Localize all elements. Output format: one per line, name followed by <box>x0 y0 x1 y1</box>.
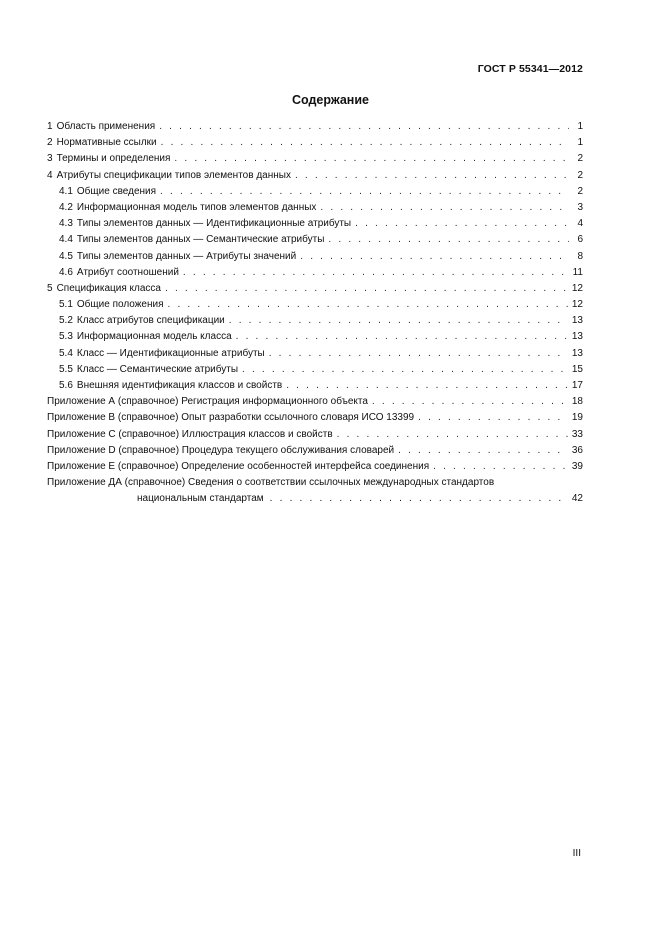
toc-entry-number: 4 <box>47 169 53 181</box>
toc-entry-page: 11 <box>572 266 583 278</box>
toc-leader-dots <box>160 184 569 200</box>
table-of-contents <box>47 119 583 508</box>
toc-entry-title: Общие сведения <box>76 185 157 197</box>
toc-leader-dots <box>418 410 568 426</box>
toc-leader-dots <box>337 427 568 443</box>
toc-entry-title: Приложение А (справочное) Регистрация информационного объекта <box>47 396 368 408</box>
toc-entry-title: Класс атрибутов спецификации <box>76 315 225 327</box>
toc-entry[interactable] <box>47 232 583 248</box>
toc-entry-title: Общие положения <box>76 299 164 311</box>
toc-entry[interactable] <box>47 346 583 362</box>
toc-leader-dots <box>398 443 568 459</box>
toc-entry-number: 4.4 <box>59 234 73 246</box>
toc-entry-number: 4.2 <box>59 201 73 213</box>
toc-entry[interactable] <box>47 443 583 459</box>
toc-entry-title: Приложение ДА (справочное) Сведения о соответствии ссылочных международных стандартов <box>47 477 495 489</box>
toc-entry[interactable] <box>47 427 583 443</box>
toc-entry-page: 12 <box>571 282 583 294</box>
toc-entry-title: Область применения <box>56 121 156 132</box>
toc-entry-page: 42 <box>571 493 583 505</box>
toc-entry-title: Внешняя идентификация классов и свойств <box>76 380 283 391</box>
toc-entry[interactable] <box>47 410 583 426</box>
toc-leader-dots <box>295 168 569 184</box>
toc-entry-number: 2 <box>47 137 53 149</box>
toc-entry-page: 2 <box>577 153 583 165</box>
toc-entry-number: 4.1 <box>59 185 73 197</box>
toc-entry-title: Класс — Идентификационные атрибуты <box>76 347 265 359</box>
toc-entry-number: 5.1 <box>59 299 73 311</box>
toc-entry[interactable] <box>47 394 583 410</box>
toc-entry-title: Приложение Е (справочное) Определение особенностей интерфейса соединения <box>47 460 430 472</box>
toc-entry-title: Термины и определения <box>56 153 171 165</box>
toc-entry-title-line2: национальным стандартам <box>137 493 264 505</box>
toc-entry-title: Класс — Семантические атрибуты <box>76 363 239 375</box>
toc-entry-title: Спецификация класса <box>56 282 161 294</box>
toc-leader-dots <box>165 281 568 297</box>
toc-entry[interactable] <box>47 200 583 216</box>
page-number: III <box>572 848 581 859</box>
toc-entry-page: 17 <box>571 380 583 391</box>
toc-entry-page: 13 <box>571 315 583 327</box>
toc-entry-page: 8 <box>577 250 583 262</box>
toc-entry-title: Приложение D (справочное) Процедура текущего обслуживания словарей <box>47 444 395 456</box>
toc-entry-title: Типы элементов данных — Семантические атрибуты <box>76 234 325 246</box>
toc-entry-number: 1 <box>47 121 53 132</box>
toc-leader-dots <box>236 329 568 345</box>
toc-entry-title: Типы элементов данных — Идентификационные атрибуты <box>76 218 352 230</box>
toc-entry-page: 18 <box>571 396 583 408</box>
toc-entry[interactable] <box>47 135 583 151</box>
toc-entry-page: 36 <box>571 444 583 456</box>
toc-entry[interactable] <box>47 297 583 313</box>
toc-entry-page: 4 <box>577 218 583 230</box>
toc-entry-number: 3 <box>47 153 53 165</box>
toc-entry[interactable] <box>47 313 583 329</box>
toc-entry-title: Приложение В (справочное) Опыт разработки ссылочного словаря ИСО 13399 <box>47 412 415 424</box>
toc-entry[interactable] <box>47 151 583 167</box>
toc-leader-dots <box>159 119 569 135</box>
toc-entry-number: 5.3 <box>59 331 73 343</box>
toc-entry-title-continuation <box>47 491 583 507</box>
toc-entry-page: 39 <box>571 460 583 472</box>
toc-leader-dots <box>269 346 568 362</box>
toc-leader-dots <box>300 249 569 265</box>
toc-entry[interactable] <box>47 281 583 297</box>
toc-title: Содержание <box>291 93 369 107</box>
toc-leader-dots <box>270 491 568 507</box>
toc-entry-page: 12 <box>571 299 583 311</box>
toc-entry-title: Информационная модель класса <box>76 331 232 343</box>
toc-entry[interactable] <box>47 184 583 200</box>
toc-leader-dots <box>242 362 568 378</box>
toc-entry[interactable] <box>47 265 583 281</box>
toc-entry[interactable] <box>47 168 583 184</box>
toc-entry[interactable] <box>47 459 583 475</box>
toc-leader-dots <box>286 378 568 394</box>
toc-entry-page: 6 <box>577 234 583 246</box>
toc-leader-dots <box>161 135 569 151</box>
toc-entry[interactable] <box>47 216 583 232</box>
toc-leader-dots <box>433 459 568 475</box>
toc-entry-number: 5.6 <box>59 380 73 391</box>
toc-entry-page: 1 <box>577 121 583 132</box>
toc-entry[interactable] <box>47 119 583 135</box>
toc-entry-title: Информационная модель типов элементов данных <box>76 201 317 213</box>
toc-entry-number: 5.5 <box>59 363 73 375</box>
toc-entry[interactable] <box>47 475 583 507</box>
toc-leader-dots <box>174 151 569 167</box>
toc-entry-number: 5 <box>47 282 53 294</box>
toc-entry[interactable] <box>47 378 583 394</box>
toc-entry-page: 2 <box>577 169 583 181</box>
toc-entry-page: 1 <box>577 137 583 149</box>
toc-entry-title: Атрибут соотношений <box>76 266 179 278</box>
toc-entry[interactable] <box>47 362 583 378</box>
toc-entry-page: 3 <box>577 201 583 213</box>
toc-entry-page: 2 <box>577 185 583 197</box>
toc-entry-title: Типы элементов данных — Атрибуты значений <box>76 250 297 262</box>
toc-entry-title: Атрибуты спецификации типов элементов данных <box>56 169 291 181</box>
toc-entry-title: Нормативные ссылки <box>56 137 157 149</box>
toc-entry-page: 15 <box>571 363 583 375</box>
toc-entry-page: 33 <box>571 428 583 440</box>
toc-leader-dots <box>355 216 569 232</box>
toc-entry[interactable] <box>47 329 583 345</box>
toc-leader-dots <box>372 394 568 410</box>
toc-entry-title: Приложение С (справочное) Иллюстрация классов и свойств <box>47 428 333 440</box>
toc-leader-dots <box>229 313 568 329</box>
toc-leader-dots <box>328 232 569 248</box>
toc-entry-page: 13 <box>571 347 583 359</box>
toc-leader-dots <box>320 200 569 216</box>
toc-entry-number: 4.5 <box>59 250 73 262</box>
toc-entry-number: 4.3 <box>59 218 73 230</box>
toc-entry-number: 5.2 <box>59 315 73 327</box>
toc-entry-number: 5.4 <box>59 347 73 359</box>
toc-leader-dots <box>183 265 569 281</box>
toc-entry-number: 4.6 <box>59 266 73 278</box>
toc-entry-page: 19 <box>571 412 583 424</box>
toc-leader-dots <box>168 297 568 313</box>
toc-entry[interactable] <box>47 249 583 265</box>
doc-code: ГОСТ Р 55341—2012 <box>477 63 583 75</box>
toc-entry-page: 13 <box>571 331 583 343</box>
